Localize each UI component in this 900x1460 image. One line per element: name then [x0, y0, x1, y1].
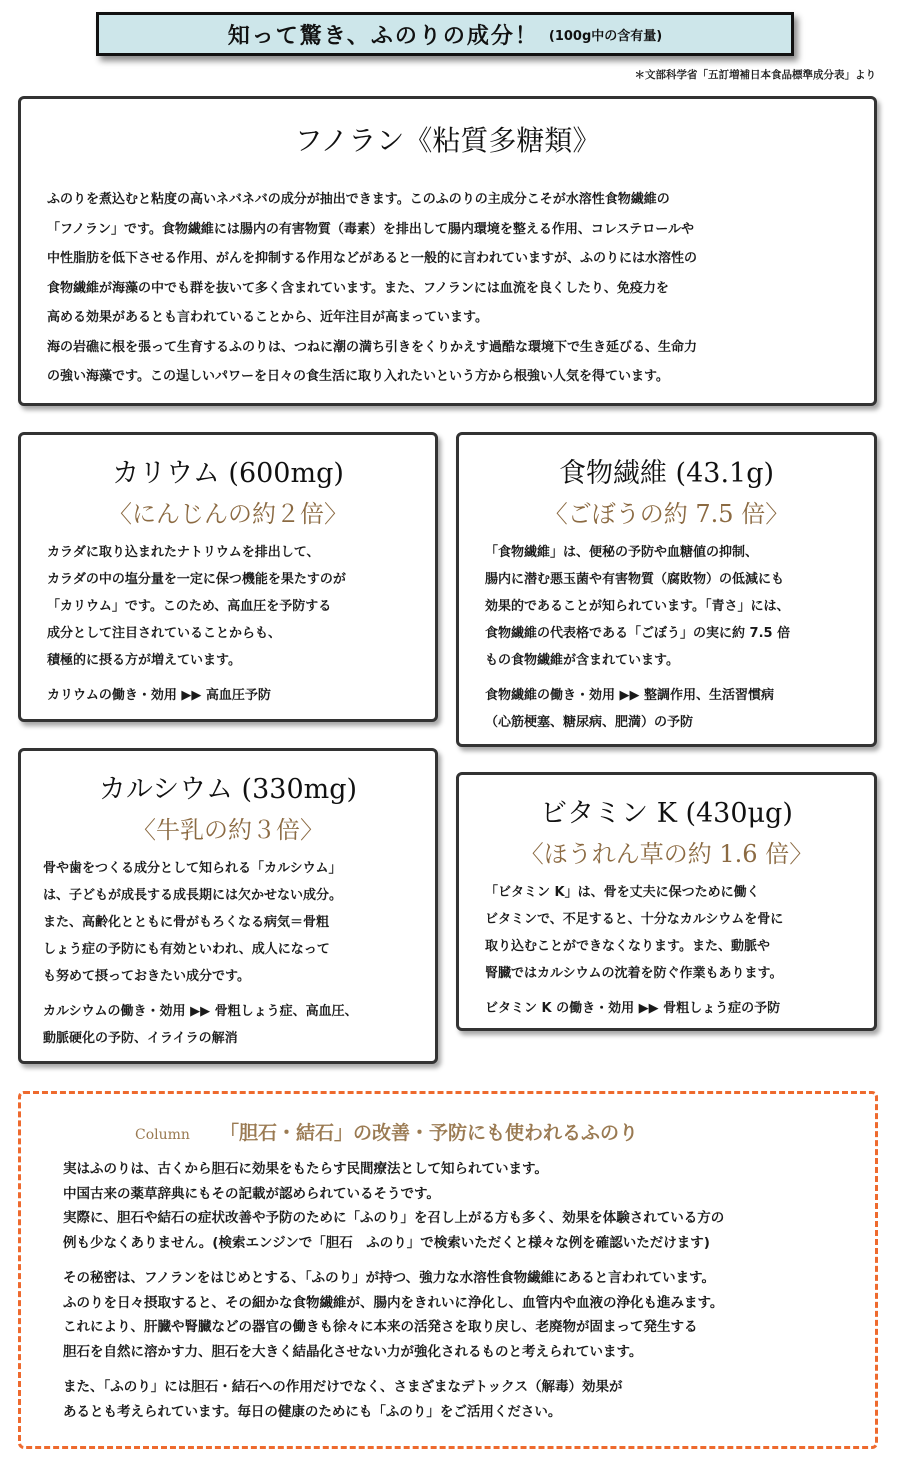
text-line: 「カリウム」です。このため、高血圧を予防する [47, 599, 332, 614]
nutrient-title: カリウム (600mg) [112, 458, 344, 489]
text-line: 胆石を自然に溶かす力、胆石を大きく結晶化させない力が強化されるものと考えられています。 [63, 1343, 643, 1360]
column-header [135, 1118, 833, 1145]
nutrient-title: ビタミン K (430μg) [540, 798, 793, 829]
text-line: ふのりを煮込むと粘度の高いネバネバの成分が抽出できます。このふのりの主成分こそが水溶性食物繊維の [47, 192, 670, 207]
nutrient-comparison: 〈ほうれん草の約 1.6 倍〉 [519, 840, 814, 868]
nutrient-effect [485, 995, 848, 1022]
text-line: もの食物繊維が含まれています。 [485, 653, 679, 668]
text-line: しょう症の予防にも有効といわれ、成人になって [43, 942, 330, 957]
page-subtitle: (100g中の含有量) [548, 28, 663, 44]
text-line: （心筋梗塞、糖尿病、肥満）の予防 [485, 715, 694, 730]
text-line: 効果的であることが知られています。「青さ」には、 [485, 599, 790, 614]
text-line: カラダに取り込まれたナトリウムを排出して、 [47, 545, 320, 560]
text-line: 食物繊維の働き・効用 ▶▶ 整調作用、生活習慣病 [485, 688, 775, 703]
section-body [47, 185, 848, 392]
column-section [18, 1091, 878, 1449]
column-tag: Column [135, 1127, 190, 1143]
text-line: 「食物繊維」は、便秘の予防や血糖値の抑制、 [485, 545, 759, 560]
text-line: 実はふのりは、古くから胆石に効果をもたらす民間療法として知られています。 [63, 1161, 548, 1177]
text-line: 成分として注目されていることからも、 [47, 626, 282, 641]
text-line: ビタミンで、不足すると、十分なカルシウムを骨に [485, 912, 784, 927]
text-line: 例も少なくありません。(検索エンジンで「胆石 ふのり」で検索いただくと様々な例を確認いただけます) [63, 1234, 710, 1251]
nutrient-effect [43, 998, 413, 1052]
nutrient-title: カルシウム (330mg) [98, 774, 358, 805]
nutrient-description [47, 539, 409, 674]
text-line: 取り込むことができなくなります。また、動脈や [485, 939, 770, 954]
text-line: 積極的に摂る方が増えています。 [47, 653, 241, 668]
nutrient-title: 食物繊維 (43.1g) [558, 458, 775, 489]
column-title: 「胆石・結石」の改善・予防にも使われるふのり [219, 1122, 638, 1144]
page-title: 知って驚き、ふのりの成分！ [227, 23, 539, 49]
nutrient-effect [47, 682, 409, 709]
text-line: その秘密は、フノランをはじめとする、「ふのり」が持つ、強力な水溶性食物繊維にあると言われています。 [63, 1270, 716, 1286]
text-line: 食物繊維の代表格である「ごぼう」の実に約 7.5 倍 [485, 626, 791, 641]
text-line: の強い海藻です。この逞しいパワーを日々の食生活に取り入れたいという方から根強い人気を得ています。 [47, 369, 669, 384]
funoran-section [18, 96, 877, 406]
text-line: カラダの中の塩分量を一定に保つ機能を果たすのが [47, 572, 346, 587]
text-line: 実際に、胆石や結石の症状改善や予防のために「ふのり」を召し上がる方も多く、効果を体験されている方の [63, 1210, 725, 1226]
text-line: カルシウムの働き・効用 ▶▶ 骨粗しょう症、高血圧、 [43, 1004, 358, 1019]
nutrient-comparison: 〈ごぼうの約 7.5 倍〉 [543, 500, 790, 528]
column-paragraph-1 [63, 1157, 833, 1255]
nutrient-description [485, 879, 848, 987]
text-line: 動脈硬化の予防、イライラの解消 [43, 1031, 238, 1046]
text-line: 腎臓ではカルシウムの沈着を防ぐ作業もあります。 [485, 966, 783, 981]
text-line: カリウムの働き・効用 ▶▶ 高血圧予防 [47, 688, 271, 703]
nutrient-card-kalium [18, 432, 438, 722]
text-line: 中国古来の薬草辞典にもその記載が認められているそうです。 [63, 1185, 440, 1202]
text-line: 腸内に潜む悪玉菌や有害物質（腐敗物）の低減にも [485, 572, 785, 587]
text-line: 「フノラン」です。食物繊維には腸内の有害物質（毒素）を排出して腸内環境を整える作用、コレステロールや [47, 221, 695, 237]
text-line: 「ビタミン K」は、骨を丈夫に保つために働く [485, 885, 760, 900]
text-line: ビタミン K の働き・効用 ▶▶ 骨粗しょう症の予防 [485, 1001, 781, 1016]
text-line: これにより、肝臓や腎臓などの器官の働きも徐々に本来の活発さを取り戻し、老廃物が固まって発生する [63, 1319, 698, 1335]
nutrient-description [485, 539, 848, 674]
text-line: 骨や歯をつくる成分として知られる「カルシウム」 [43, 861, 342, 876]
text-line: 食物繊維が海藻の中でも群を抜いて多く含まれています。また、フノランには血流を良くしたり、免疫力を [47, 280, 669, 296]
column-paragraph-2 [63, 1266, 833, 1364]
nutrient-effect [485, 682, 848, 736]
text-line: また、高齢化とともに骨がもろくなる病気＝骨粗 [43, 915, 330, 930]
text-line: また、「ふのり」には胆石・結石への作用だけでなく、さまざまなデトックス（解毒）効果が [63, 1379, 623, 1395]
section-title: フノラン《粘質多糖類》 [294, 124, 601, 157]
nutrient-comparison: 〈牛乳の約３倍〉 [132, 816, 324, 844]
nutrient-card-fiber [456, 432, 877, 747]
text-line: は、子どもが成長する成長期には欠かせない成分。 [43, 888, 343, 903]
text-line: も努めて摂っておきたい成分です。 [43, 969, 250, 984]
nutrient-card-vitamin-k [456, 772, 877, 1031]
text-line: 中性脂肪を低下させる作用、がんを抑制する作用などがあると一般的に言われていますが、ふのりには水溶性の [47, 251, 698, 266]
text-line: ふのりを日々摂取すると、その細かな食物繊維が、腸内をきれいに浄化し、血管内や血液の浄化も進みます。 [63, 1294, 724, 1311]
text-line: 高める効果があるとも言われていることから、近年注目が高まっています。 [47, 310, 488, 325]
text-line: あるとも考えられています。毎日の健康のためにも「ふのり」をご活用ください。 [63, 1403, 562, 1420]
title-banner [96, 12, 794, 56]
nutrient-description [43, 855, 413, 990]
column-paragraph-3 [63, 1375, 833, 1424]
text-line: 海の岩礁に根を張って生育するふのりは、つねに潮の満ち引きをくりかえす過酷な環境下で生き延びる、生命力 [47, 339, 698, 355]
source-note: ＊文部科学省「五訂増補日本食品標準成分表」より [634, 69, 876, 81]
nutrient-comparison: 〈にんじんの約２倍〉 [108, 500, 348, 528]
nutrient-card-calcium [18, 748, 438, 1064]
